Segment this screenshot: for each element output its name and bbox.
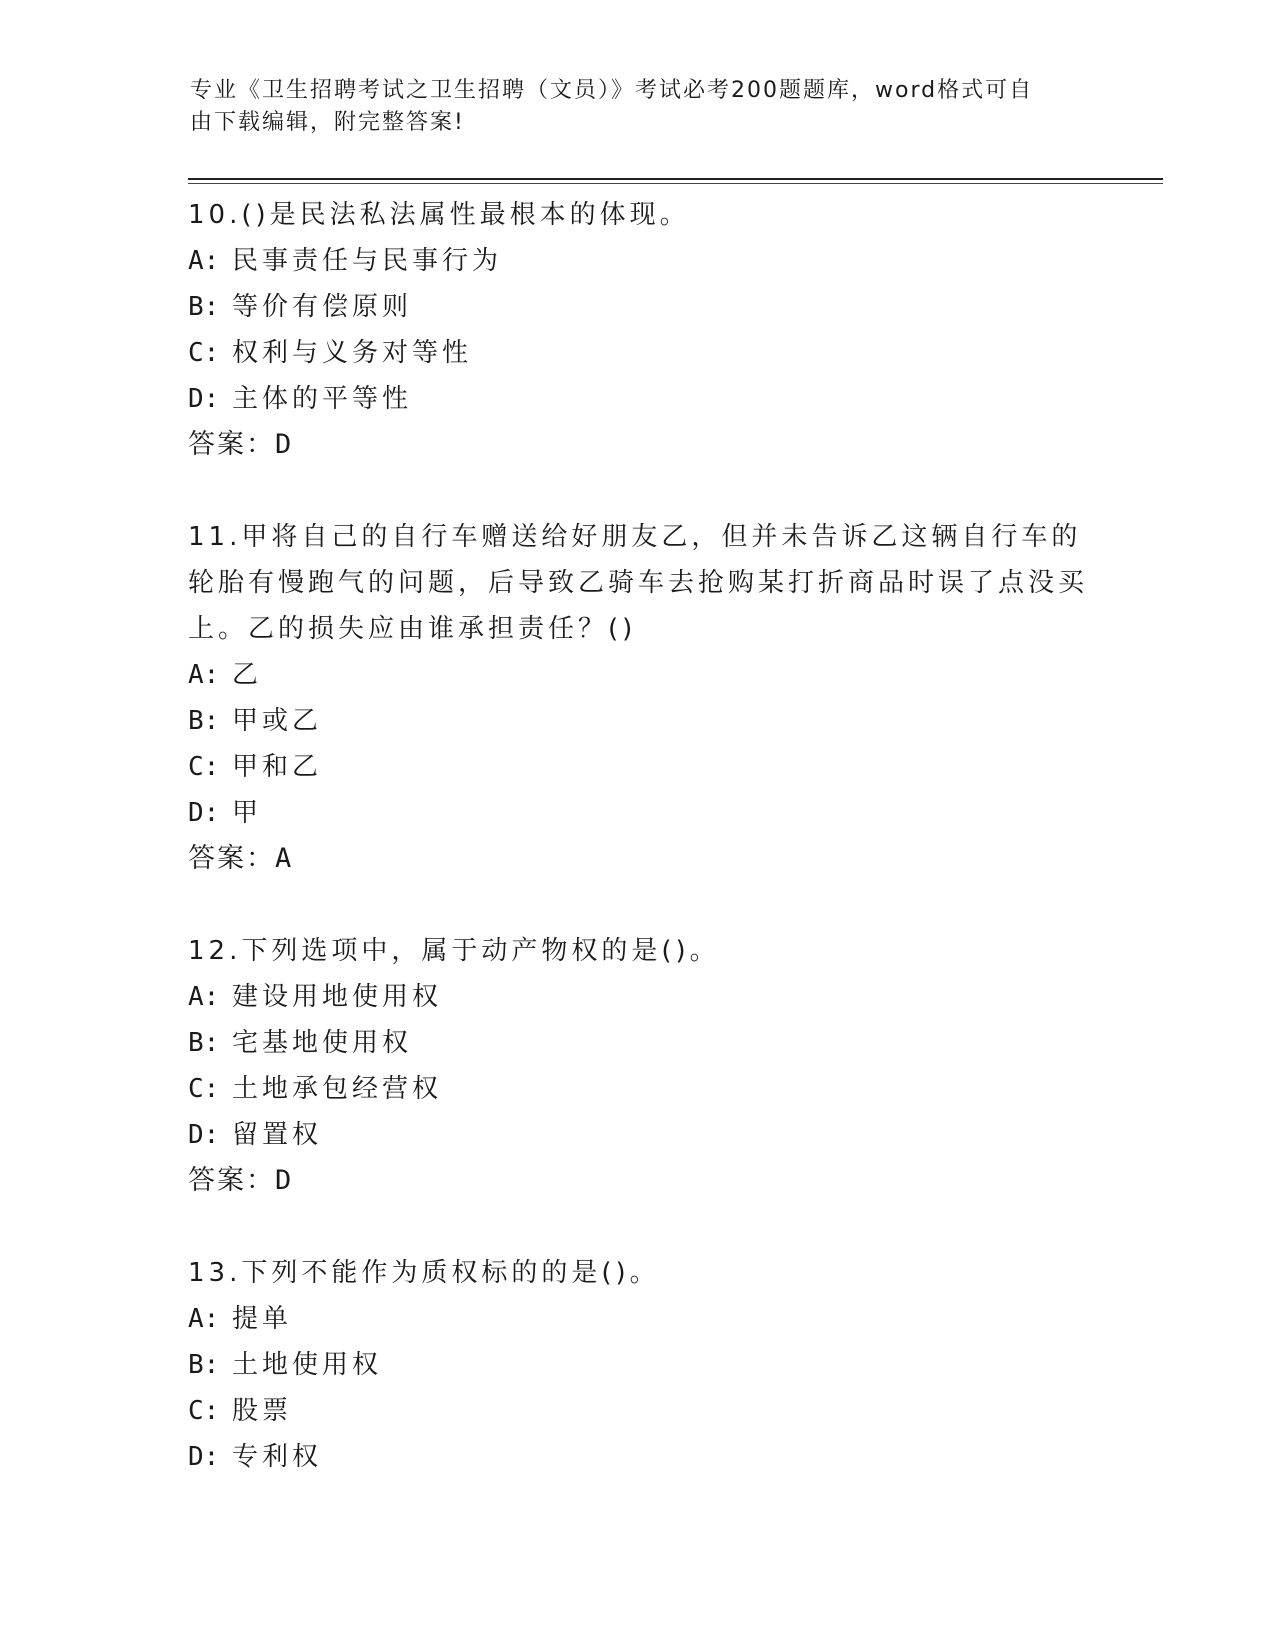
option-text: 宅基地使用权: [232, 1028, 413, 1058]
option-d: [188, 1112, 1088, 1158]
option-letter: D:: [188, 384, 220, 414]
option-a: [188, 1296, 1088, 1342]
answer-value: D: [275, 1165, 294, 1196]
option-b: [188, 698, 1088, 744]
option-text: 乙: [232, 660, 263, 690]
option-d: [188, 790, 1088, 836]
question-10: [188, 192, 1088, 468]
option-letter: B:: [188, 706, 220, 736]
option-letter: C:: [188, 1396, 220, 1426]
option-text: 民事责任与民事行为: [232, 246, 503, 276]
question-stem: 13.下列不能作为质权标的的是()。: [188, 1258, 660, 1288]
answer-value: A: [275, 843, 294, 874]
option-letter: A:: [188, 1304, 220, 1334]
option-text: 甲和乙: [232, 752, 323, 782]
option-letter: B:: [188, 1028, 220, 1058]
option-b: [188, 284, 1088, 330]
option-c: [188, 744, 1088, 790]
option-text: 土地使用权: [232, 1350, 383, 1380]
option-letter: A:: [188, 246, 220, 276]
header-line-1: 专业《卫生招聘考试之卫生招聘（文员）》考试必考200题题库，word格式可自: [190, 78, 1034, 103]
option-letter: B:: [188, 292, 220, 322]
option-letter: C:: [188, 338, 220, 368]
option-text: 股票: [232, 1396, 293, 1426]
answer-line: [188, 422, 1088, 468]
question-stem: 10.()是民法私法属性最根本的体现。: [188, 200, 690, 230]
option-text: 提单: [232, 1304, 293, 1334]
question-12: [188, 928, 1088, 1204]
option-letter: A:: [188, 982, 220, 1012]
option-text: 主体的平等性: [232, 384, 413, 414]
option-b: [188, 1020, 1088, 1066]
answer-label: 答案：: [188, 843, 275, 874]
option-d: [188, 376, 1088, 422]
option-text: 甲或乙: [232, 706, 323, 736]
option-c: [188, 1388, 1088, 1434]
option-d: [188, 1434, 1088, 1480]
option-a: [188, 652, 1088, 698]
option-letter: D:: [188, 1120, 220, 1150]
question-list: [188, 192, 1088, 1526]
option-letter: C:: [188, 1074, 220, 1104]
header-divider-thin: [188, 183, 1163, 184]
question-13: [188, 1250, 1088, 1480]
option-text: 建设用地使用权: [232, 982, 443, 1012]
header-line-2: 由下载编辑，附完整答案!: [190, 110, 465, 135]
option-c: [188, 1066, 1088, 1112]
question-stem: 11.甲将自己的自行车赠送给好朋友乙，但并未告诉乙这辆自行车的轮胎有慢跑气的问题，后导致乙骑车去抢购某打折商品时误了点没买上。乙的损失应由谁承担责任？(): [188, 522, 1089, 644]
question-11: [188, 514, 1088, 882]
option-text: 权利与义务对等性: [232, 338, 473, 368]
header-divider-thick: [188, 178, 1163, 180]
option-a: [188, 238, 1088, 284]
answer-label: 答案：: [188, 1165, 275, 1196]
option-letter: D:: [188, 798, 220, 828]
answer-value: D: [275, 429, 294, 460]
answer-line: [188, 836, 1088, 882]
option-text: 等价有偿原则: [232, 292, 413, 322]
option-text: 专利权: [232, 1442, 323, 1472]
option-text: 留置权: [232, 1120, 323, 1150]
document-header: [190, 75, 1090, 139]
option-letter: D:: [188, 1442, 220, 1472]
option-letter: C:: [188, 752, 220, 782]
option-text: 甲: [232, 798, 263, 828]
option-a: [188, 974, 1088, 1020]
option-text: 土地承包经营权: [232, 1074, 443, 1104]
option-b: [188, 1342, 1088, 1388]
option-letter: B:: [188, 1350, 220, 1380]
answer-label: 答案：: [188, 429, 275, 460]
option-c: [188, 330, 1088, 376]
question-stem: 12.下列选项中，属于动产物权的是()。: [188, 936, 720, 966]
option-letter: A:: [188, 660, 220, 690]
answer-line: [188, 1158, 1088, 1204]
